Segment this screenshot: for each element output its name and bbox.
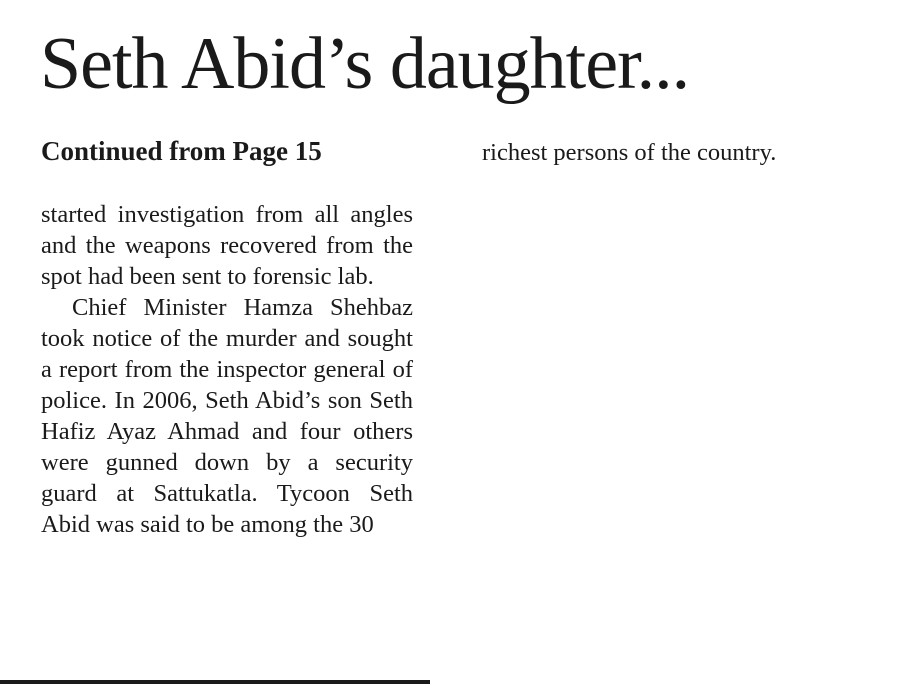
column-divider-rule [0,680,430,684]
article-headline: Seth Abid’s daughter... [40,23,690,105]
article-paragraph-1: started investigation from all angles and the weapons recovered from the spot had been sent to forensic lab. [41,201,413,290]
continued-from-label: Continued from Page 15 [41,136,322,166]
article-paragraph-2: Chief Minister Hamza Shehbaz took notice of the murder and sought a report from the inspector general of police. In 2006, Seth Abid’s son Seth Hafiz Ayaz Ahmad and four others were gunned down by a security guard at Sattukatla. Tycoon Seth Abid was said to be among the 30 [41,294,413,538]
article-continuation-text: richest persons of the country. [482,139,777,166]
article-column-left [41,134,413,540]
article-column-right [482,137,862,168]
